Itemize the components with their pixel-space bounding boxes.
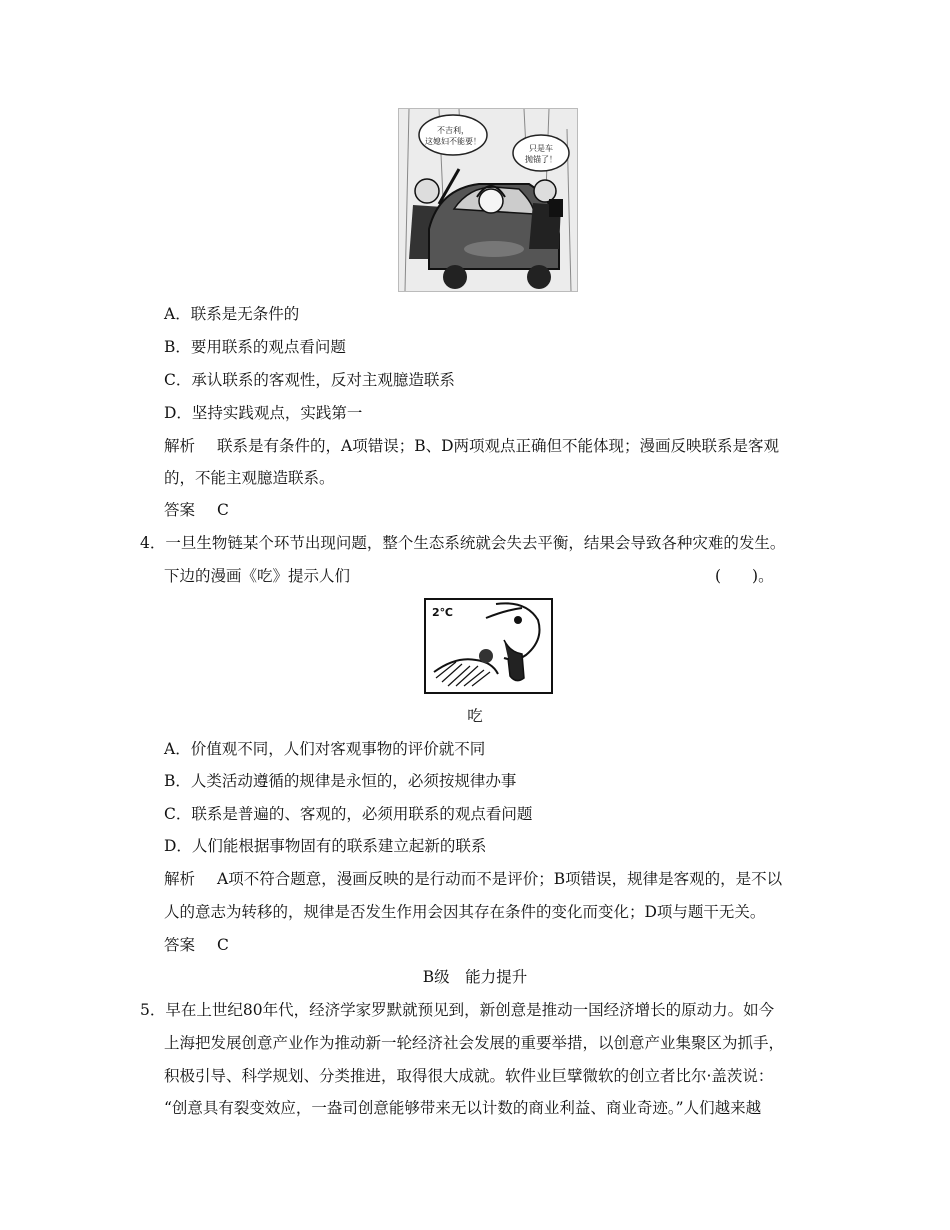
section-title: B级 能力提升	[422, 968, 528, 986]
q5-stem-line4: “创意具有裂变效应，一盎司创意能够带来无以计数的商业利益、商业奇迹。”人们越来越	[164, 1099, 762, 1117]
q3-option-b: B．要用联系的观点看问题	[164, 338, 346, 356]
q5-number: 5．	[140, 1001, 166, 1019]
right-bubble-line2: 抛锚了！	[525, 155, 557, 164]
q4-analysis-label: 解析	[164, 870, 196, 888]
q3-analysis-line2: 的，不能主观臆造联系。	[164, 469, 335, 487]
right-bubble-line1: 只是车	[529, 144, 553, 153]
q3-answer-label: 答案	[164, 501, 196, 519]
q4-option-b: B．人类活动遵循的规律是永恒的，必须按规律办事	[164, 772, 517, 790]
cartoon-car-drawing	[399, 109, 577, 291]
cartoon-car-illustration	[398, 108, 578, 292]
q4-analysis-line1	[164, 869, 782, 889]
q3-analysis-line1	[164, 436, 779, 456]
q4-option-c: C．联系是普遍的、客观的，必须用联系的观点看问题	[164, 805, 533, 823]
q5-stem-line2: 上海把发展创意产业作为推动新一轮经济社会发展的重要举措，以创意产业集聚区为抓手，	[164, 1034, 785, 1052]
cartoon-eat-illustration	[424, 598, 553, 694]
q4-answer-parentheses: ( )。	[715, 567, 774, 585]
q3-analysis-label: 解析	[164, 437, 196, 455]
q4-answer-label: 答案	[164, 936, 196, 954]
q3-option-a: A．联系是无条件的	[164, 305, 300, 323]
q5-stem-line1	[140, 1000, 774, 1020]
cartoon-eat-corner-mark: 2℃	[432, 606, 453, 619]
q3-option-d: D．坚持实践观点，实践第一	[164, 404, 363, 422]
q4-option-a: A．价值观不同，人们对客观事物的评价就不同	[164, 740, 486, 758]
q4-stem-line2: 下边的漫画《吃》提示人们	[164, 567, 351, 585]
q3-option-c: C．承认联系的客观性，反对主观臆造联系	[164, 371, 455, 389]
left-bubble-line2: 这媳妇不能要！	[425, 137, 481, 146]
q3-answer-value: C	[217, 501, 229, 519]
left-bubble-line1: 不吉利，	[437, 126, 469, 135]
q4-stem-line1	[140, 533, 785, 553]
q4-number: 4．	[140, 534, 166, 552]
q4-analysis-text1: A项不符合题意，漫画反映的是行动而不是评价；B项错误，规律是客观的，是不以	[217, 870, 783, 888]
q3-answer-line	[164, 500, 229, 520]
q4-option-d: D．人们能根据事物固有的联系建立起新的联系	[164, 837, 487, 855]
q3-analysis-text1: 联系是有条件的，A项错误；B、D两项观点正确但不能体现；漫画反映联系是客观	[217, 437, 780, 455]
cartoon-eat-drawing	[426, 600, 551, 692]
q4-answer-line	[164, 935, 229, 955]
q5-stem-line3: 积极引导、科学规划、分类推进，取得很大成就。软件业巨擘微软的创立者比尔·盖茨说：	[164, 1067, 774, 1085]
cartoon-eat-caption: 吃	[467, 707, 483, 725]
q5-stem-text1: 早在上世纪80年代，经济学家罗默就预见到，新创意是推动一国经济增长的原动力。如今	[165, 1001, 775, 1019]
q4-answer-value: C	[217, 936, 229, 954]
q4-analysis-line2: 人的意志为转移的，规律是否发生作用会因其存在条件的变化而变化；D项与题干无关。	[164, 903, 766, 921]
q4-stem-text1: 一旦生物链某个环节出现问题，整个生态系统就会失去平衡，结果会导致各种灾难的发生。	[165, 534, 786, 552]
